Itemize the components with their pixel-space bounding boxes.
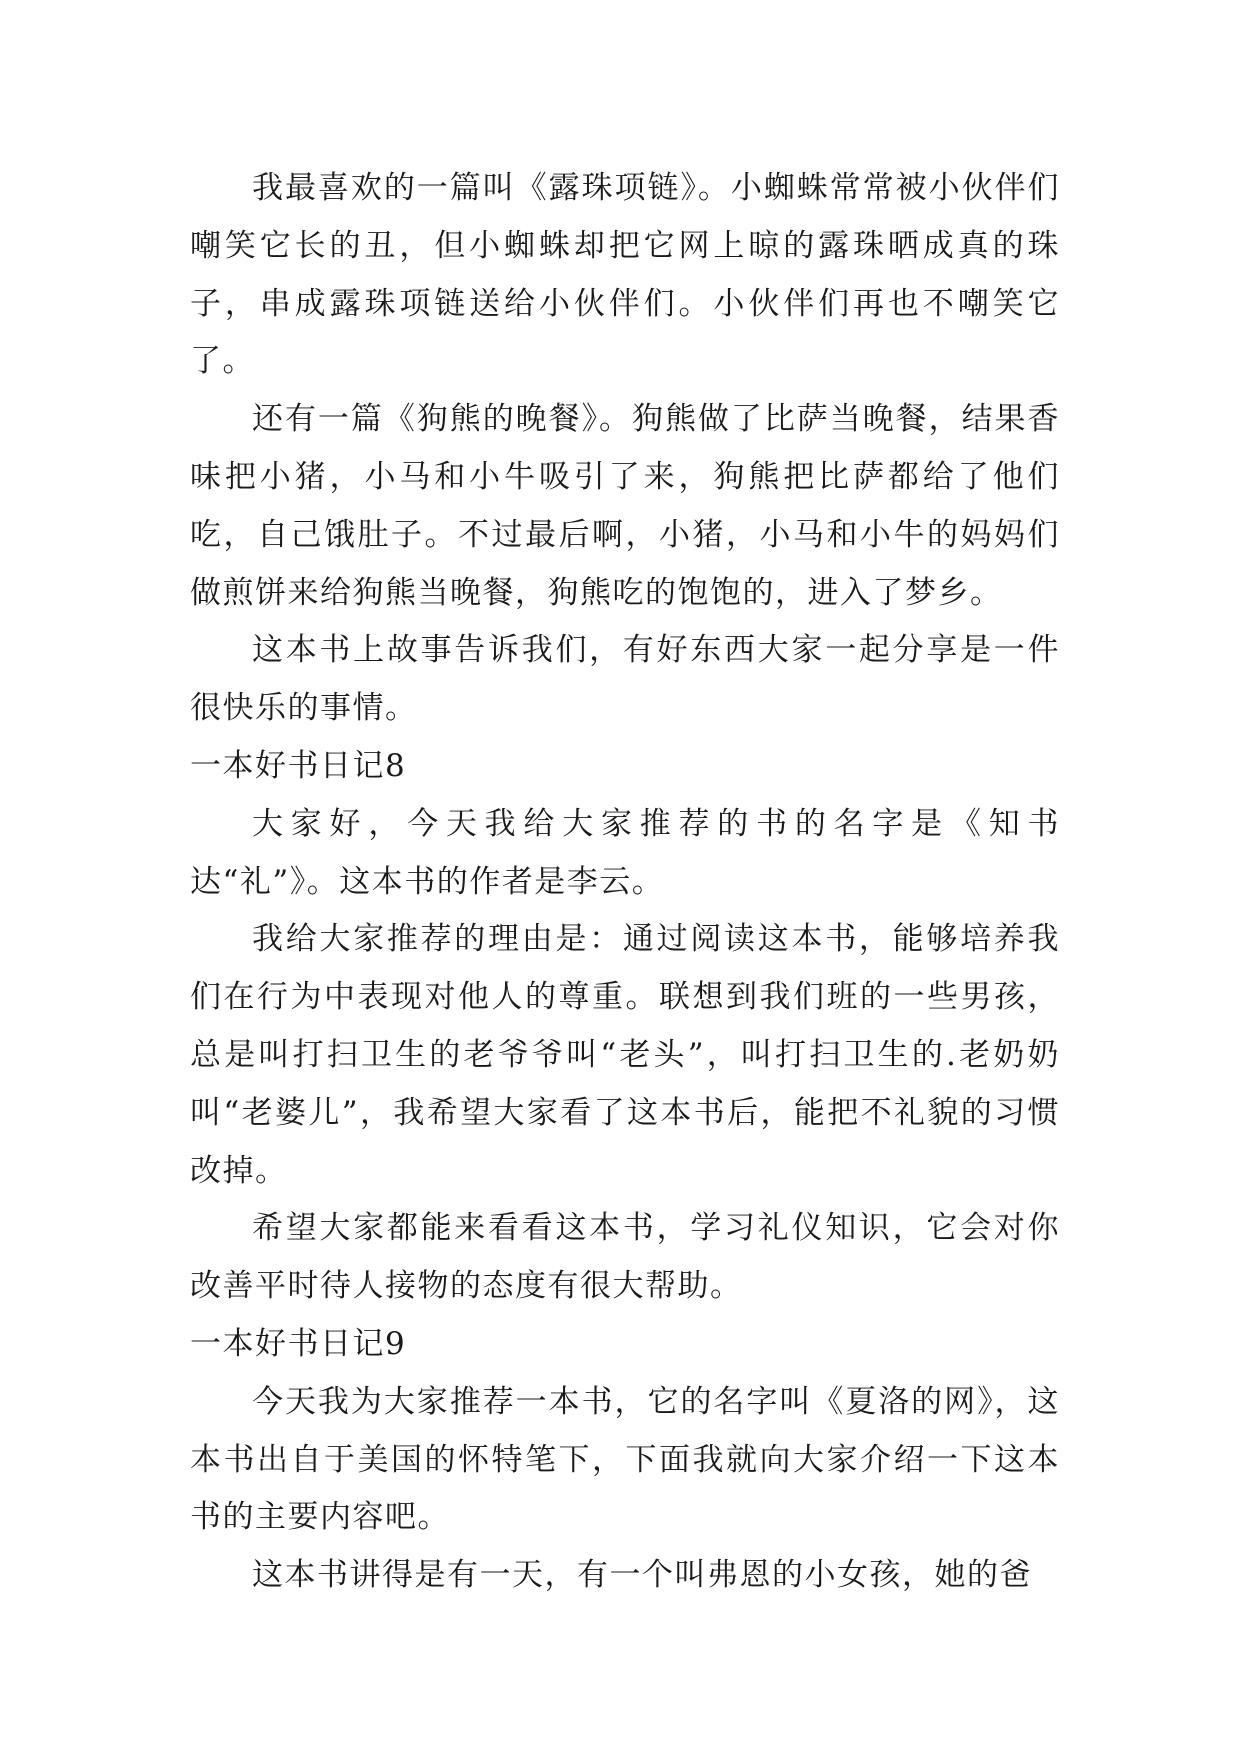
- paragraph-recommend-reason: 我给大家推荐的理由是：通过阅读这本书，能够培养我们在行为中表现对他人的尊重。联想到我们班的一些男孩，总是叫打扫卫生的老爷爷叫“老头”，叫打扫卫生的.老奶奶叫“老婆儿”，我希望大家看了这本书后，能把不礼貌的习惯改掉。: [190, 921, 1060, 1189]
- section-heading-8: 一本好书日记8: [190, 747, 407, 784]
- paragraph-etiquette-hope: 希望大家都能来看看这本书，学习礼仪知识，它会对你改善平时待人接物的态度有很大帮助。: [190, 1210, 1060, 1305]
- paragraph-dew-necklace: 我最喜欢的一篇叫《露珠项链》。小蜘蛛常常被小伙伴们嘲笑它长的丑，但小蜘蛛却把它网上晾的露珠晒成真的珠子，串成露珠项链送给小伙伴们。小伙伴们再也不嘲笑它了。: [190, 170, 1060, 380]
- paragraph-bear-dinner: 还有一篇《狗熊的晚餐》。狗熊做了比萨当晚餐，结果香味把小猪，小马和小牛吸引了来，狗熊把比萨都给了他们吃，自己饿肚子。不过最后啊，小猪，小马和小牛的妈妈们做煎饼来给狗熊当晚餐，狗熊吃的饱饱的，进入了梦乡。: [190, 401, 1060, 611]
- section-heading-9: 一本好书日记9: [190, 1325, 407, 1362]
- paragraph-book-intro: 大家好，今天我给大家推荐的书的名字是《知书达“礼”》。这本书的作者是李云。: [190, 805, 1060, 900]
- paragraph-sharing-moral: 这本书上故事告诉我们，有好东西大家一起分享是一件很快乐的事情。: [190, 632, 1060, 727]
- document-body: [190, 160, 1060, 1605]
- paragraph-charlottes-web: 今天我为大家推荐一本书，它的名字叫《夏洛的网》，这本书出自于美国的怀特笔下，下面我就向大家介绍一下这本书的主要内容吧。: [190, 1383, 1060, 1536]
- paragraph-story-start: 这本书讲得是有一天，有一个叫弗恩的小女孩，她的爸: [252, 1557, 1032, 1594]
